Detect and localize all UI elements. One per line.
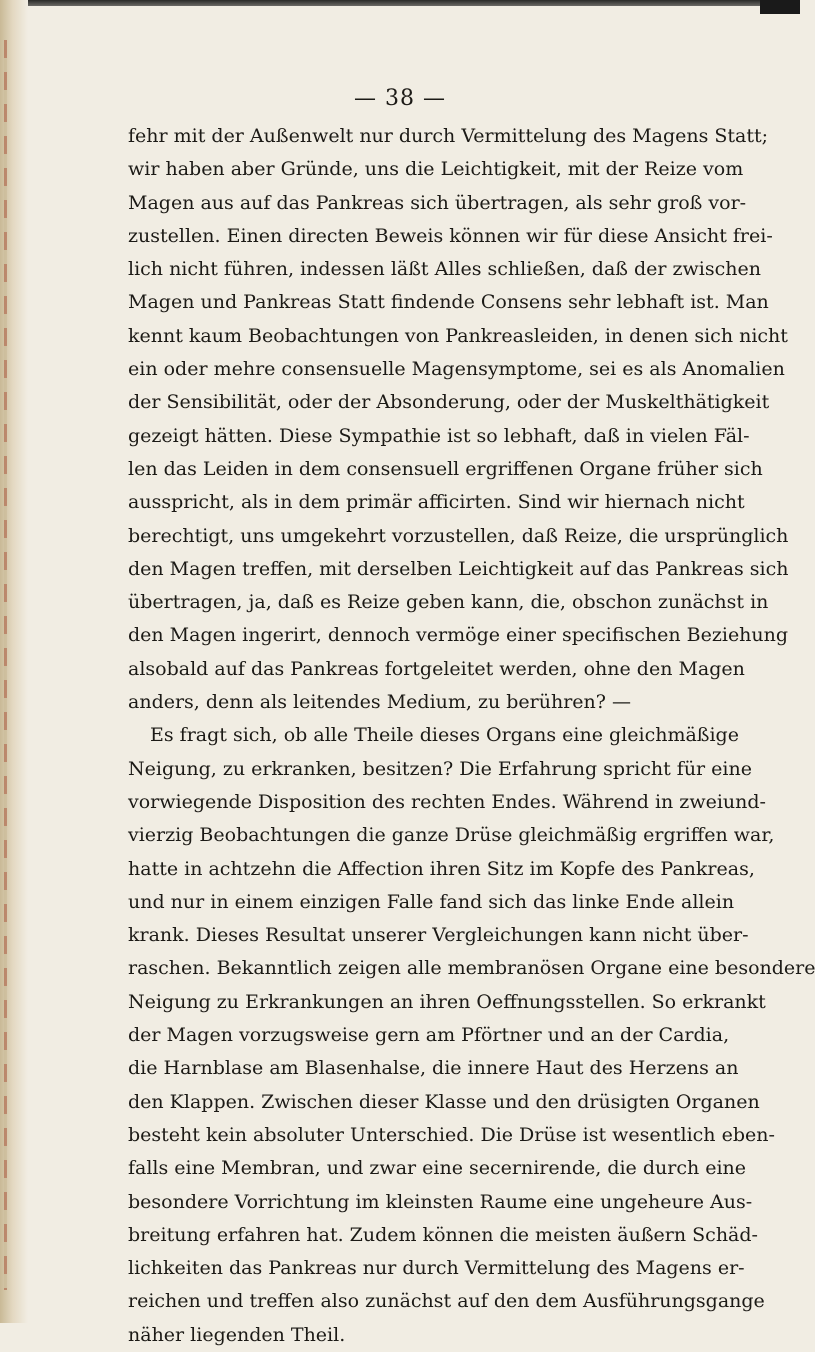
text-line: krank. Dieses Resultat unserer Vergleichungen kann nicht über- [128,924,749,947]
text-line: hatte in achtzehn die Affection ihren Sitz im Kopfe des Pankreas, [128,857,755,880]
text-line: alsobald auf das Pankreas fortgeleitet werden, ohne den Magen [128,657,745,680]
text-line: zustellen. Einen directen Beweis können wir für diese Ansicht frei- [128,224,773,247]
text-line: den Magen treffen, mit derselben Leichtigkeit auf das Pankreas sich [128,557,789,580]
text-line: vierzig Beobachtungen die ganze Drüse gleichmäßig ergriffen war, [128,824,775,847]
text-line: Magen aus auf das Pankreas sich übertragen, als sehr groß vor- [128,191,747,214]
text-line: Magen und Pankreas Statt findende Consens sehr lebhaft ist. Man [128,291,769,314]
text-line: len das Leiden in dem consensuell ergriffenen Organe früher sich [128,457,763,480]
text-line: fehr mit der Außenwelt nur durch Vermittelung des Magens Statt; [128,125,769,147]
page-number: — 38 — [354,86,446,111]
binding-edge [0,0,28,1323]
text-line: ausspricht, als in dem primär afficirten. Sind wir hiernach nicht [128,491,745,514]
page-corner-shadow [760,0,800,14]
text-line: die Harnblase am Blasenhalse, die innere Haut des Herzens an [128,1057,739,1080]
text-line: wir haben aber Gründe, uns die Leichtigkeit, mit der Reize vom [128,158,744,181]
text-line: der Sensibilität, oder der Absonderung, oder der Muskelthätigkeit [128,391,770,414]
text-line: berechtigt, uns umgekehrt vorzustellen, daß Reize, die ursprünglich [128,524,789,547]
text-line: gezeigt hätten. Diese Sympathie ist so lebhaft, daß in vielen Fäl- [128,424,750,447]
text-line: vorwiegende Disposition des rechten Endes. Während in zweiund- [128,790,766,813]
text-line: besondere Vorrichtung im kleinsten Raume eine ungeheure Aus- [128,1190,753,1213]
text-line: lichkeiten das Pankreas nur durch Vermittelung des Magens er- [128,1257,745,1280]
text-line: ein oder mehre consensuelle Magensymptome, sei es als Anomalien [128,358,785,381]
text-line: lich nicht führen, indessen läßt Alles schließen, daß der zwischen [128,258,761,281]
text-line: besteht kein absoluter Unterschied. Die Drüse ist wesentlich eben- [128,1123,775,1146]
text-line: Es fragt sich, ob alle Theile dieses Organs eine gleichmäßige [150,724,739,747]
page-top-border [0,0,800,6]
text-line: und nur in einem einzigen Falle fand sich das linke Ende allein [128,890,735,913]
text-line: näher liegenden Theil. [128,1323,346,1346]
text-line: der Magen vorzugsweise gern am Pförtner und an der Cardia, [128,1024,730,1047]
text-line: Neigung, zu erkranken, besitzen? Die Erfahrung spricht für eine [128,757,752,780]
text-line: übertragen, ja, daß es Reize geben kann, die, obschon zunächst in [128,591,769,614]
text-line: Neigung zu Erkrankungen an ihren Oeffnungsstellen. So erkrankt [128,990,766,1013]
text-line: reichen und treffen also zunächst auf den dem Ausführungsgange [128,1290,765,1313]
text-line: raschen. Bekanntlich zeigen alle membranösen Organe eine besondere [128,957,815,980]
body-text [128,120,815,1352]
text-line: den Klappen. Zwischen dieser Klasse und den drüsigten Organen [128,1090,760,1113]
text-line: den Magen ingerirt, dennoch vermöge einer specifischen Beziehung [128,624,789,647]
text-line: kennt kaum Beobachtungen von Pankreasleiden, in denen sich nicht [128,324,788,347]
text-line: breitung erfahren hat. Zudem können die meisten äußern Schäd- [128,1223,758,1246]
text-line: falls eine Membran, und zwar eine secernirende, die durch eine [128,1157,747,1180]
text-line: anders, denn als leitendes Medium, zu berühren? — [128,691,632,714]
